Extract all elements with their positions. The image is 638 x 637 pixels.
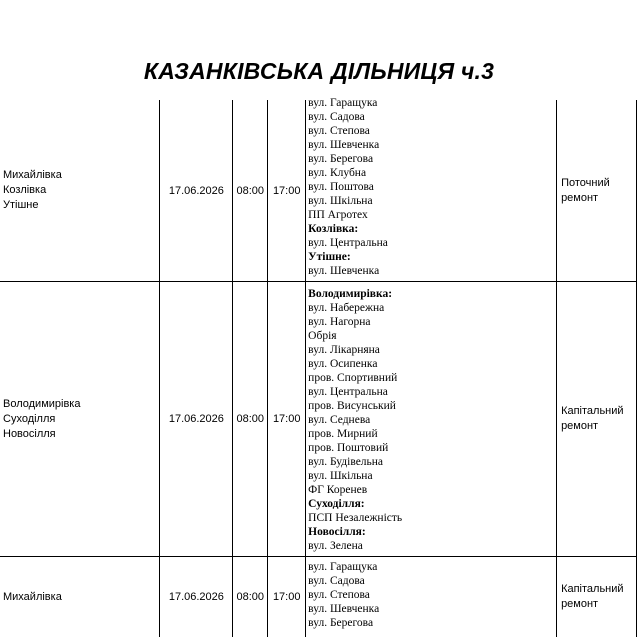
- locations-cell: [0, 282, 160, 557]
- street-name: Обрія: [308, 330, 337, 342]
- work-type-text: Поточний: [561, 176, 610, 189]
- street-name: вул. Поштова: [308, 181, 374, 193]
- street-name: вул. Шкільна: [308, 470, 373, 482]
- street-name: вул. Зелена: [308, 540, 363, 552]
- location-name: Володимирівка: [3, 397, 81, 410]
- date-cell: 17.06.2026: [160, 100, 233, 282]
- street-name: вул. Садова: [308, 575, 365, 587]
- street-name: вул. Гаращука: [308, 561, 378, 573]
- street-name: вул. Шевченка: [308, 603, 380, 615]
- street-name: вул. Степова: [308, 589, 370, 601]
- streets-cell: [306, 97, 557, 282]
- street-name: ПП Агротех: [308, 209, 368, 221]
- location-name: Михайлівка: [3, 590, 62, 603]
- outage-schedule-table: [0, 97, 637, 637]
- street-name: вул. Центральна: [308, 237, 388, 249]
- location-name: Новосілля: [3, 427, 56, 440]
- street-name: вул. Нагорна: [308, 316, 371, 328]
- location-name: Михайлівка: [3, 169, 62, 181]
- street-name: пров. Поштовий: [308, 442, 389, 454]
- table-row: [0, 282, 637, 557]
- street-name: пров. Мирний: [308, 428, 378, 440]
- work-type-text: Капітальний: [561, 583, 624, 595]
- street-name: вул. Будівельна: [308, 456, 384, 468]
- date-cell: 17.06.2026: [160, 282, 233, 557]
- locations-cell: [0, 100, 160, 282]
- street-name: ФГ Коренев: [308, 484, 368, 496]
- start-time-cell: 08:00: [233, 282, 268, 557]
- street-name: пров. Висунський: [308, 400, 396, 412]
- street-name: вул. Шевченка: [308, 139, 380, 151]
- start-time-cell: 08:00: [233, 100, 268, 282]
- work-type-text: ремонт: [561, 420, 599, 432]
- location-name: Суходілля: [3, 412, 56, 425]
- settlement-heading: Суходілля:: [308, 498, 365, 510]
- street-name: вул. Степова: [308, 125, 370, 137]
- table-row: [0, 100, 637, 282]
- date-cell: 17.06.2026: [160, 557, 233, 637]
- locations-cell: [0, 557, 160, 637]
- street-name: вул. Лікарняна: [308, 344, 380, 356]
- street-name: вул. Седнева: [308, 414, 371, 426]
- settlement-heading: Новосілля:: [308, 526, 366, 538]
- work-type-text: ремонт: [561, 598, 599, 610]
- start-time-cell: 08:00: [233, 557, 268, 637]
- table-row: [0, 557, 637, 637]
- street-name: вул. Набережна: [308, 302, 385, 314]
- work-type-text: Капітальний: [561, 405, 624, 417]
- street-name: вул. Берегова: [308, 153, 374, 165]
- work-type-cell: [557, 557, 637, 637]
- page-title: КАЗАНКІВСЬКА ДІЛЬНИЦЯ ч.3: [143, 58, 495, 84]
- street-name: вул. Гаращука: [308, 97, 378, 109]
- street-name: ПСП Незалежність: [308, 512, 403, 524]
- location-name: Утішне: [3, 199, 39, 211]
- street-name: пров. Спортивний: [308, 372, 398, 384]
- streets-cell: [306, 282, 557, 557]
- street-name: вул. Садова: [308, 111, 365, 123]
- street-name: вул. Шкільна: [308, 195, 373, 207]
- work-type-text: ремонт: [561, 191, 599, 204]
- street-name: вул. Центральна: [308, 386, 388, 398]
- streets-cell: [306, 557, 557, 637]
- street-name: вул. Клубна: [308, 167, 367, 179]
- location-name: Козлівка: [3, 184, 47, 196]
- end-time-cell: 17:00: [268, 100, 306, 282]
- work-type-cell: [557, 100, 637, 282]
- end-time-cell: 17:00: [268, 282, 306, 557]
- street-name: вул. Осипенка: [308, 358, 378, 370]
- settlement-heading: Володимирівка:: [308, 288, 393, 300]
- settlement-heading: Козлівка:: [308, 223, 359, 235]
- end-time-cell: 17:00: [268, 557, 306, 637]
- work-type-cell: [557, 282, 637, 557]
- street-name: вул. Берегова: [308, 617, 374, 629]
- street-name: вул. Шевченка: [308, 265, 380, 277]
- settlement-heading: Утішне:: [308, 251, 351, 263]
